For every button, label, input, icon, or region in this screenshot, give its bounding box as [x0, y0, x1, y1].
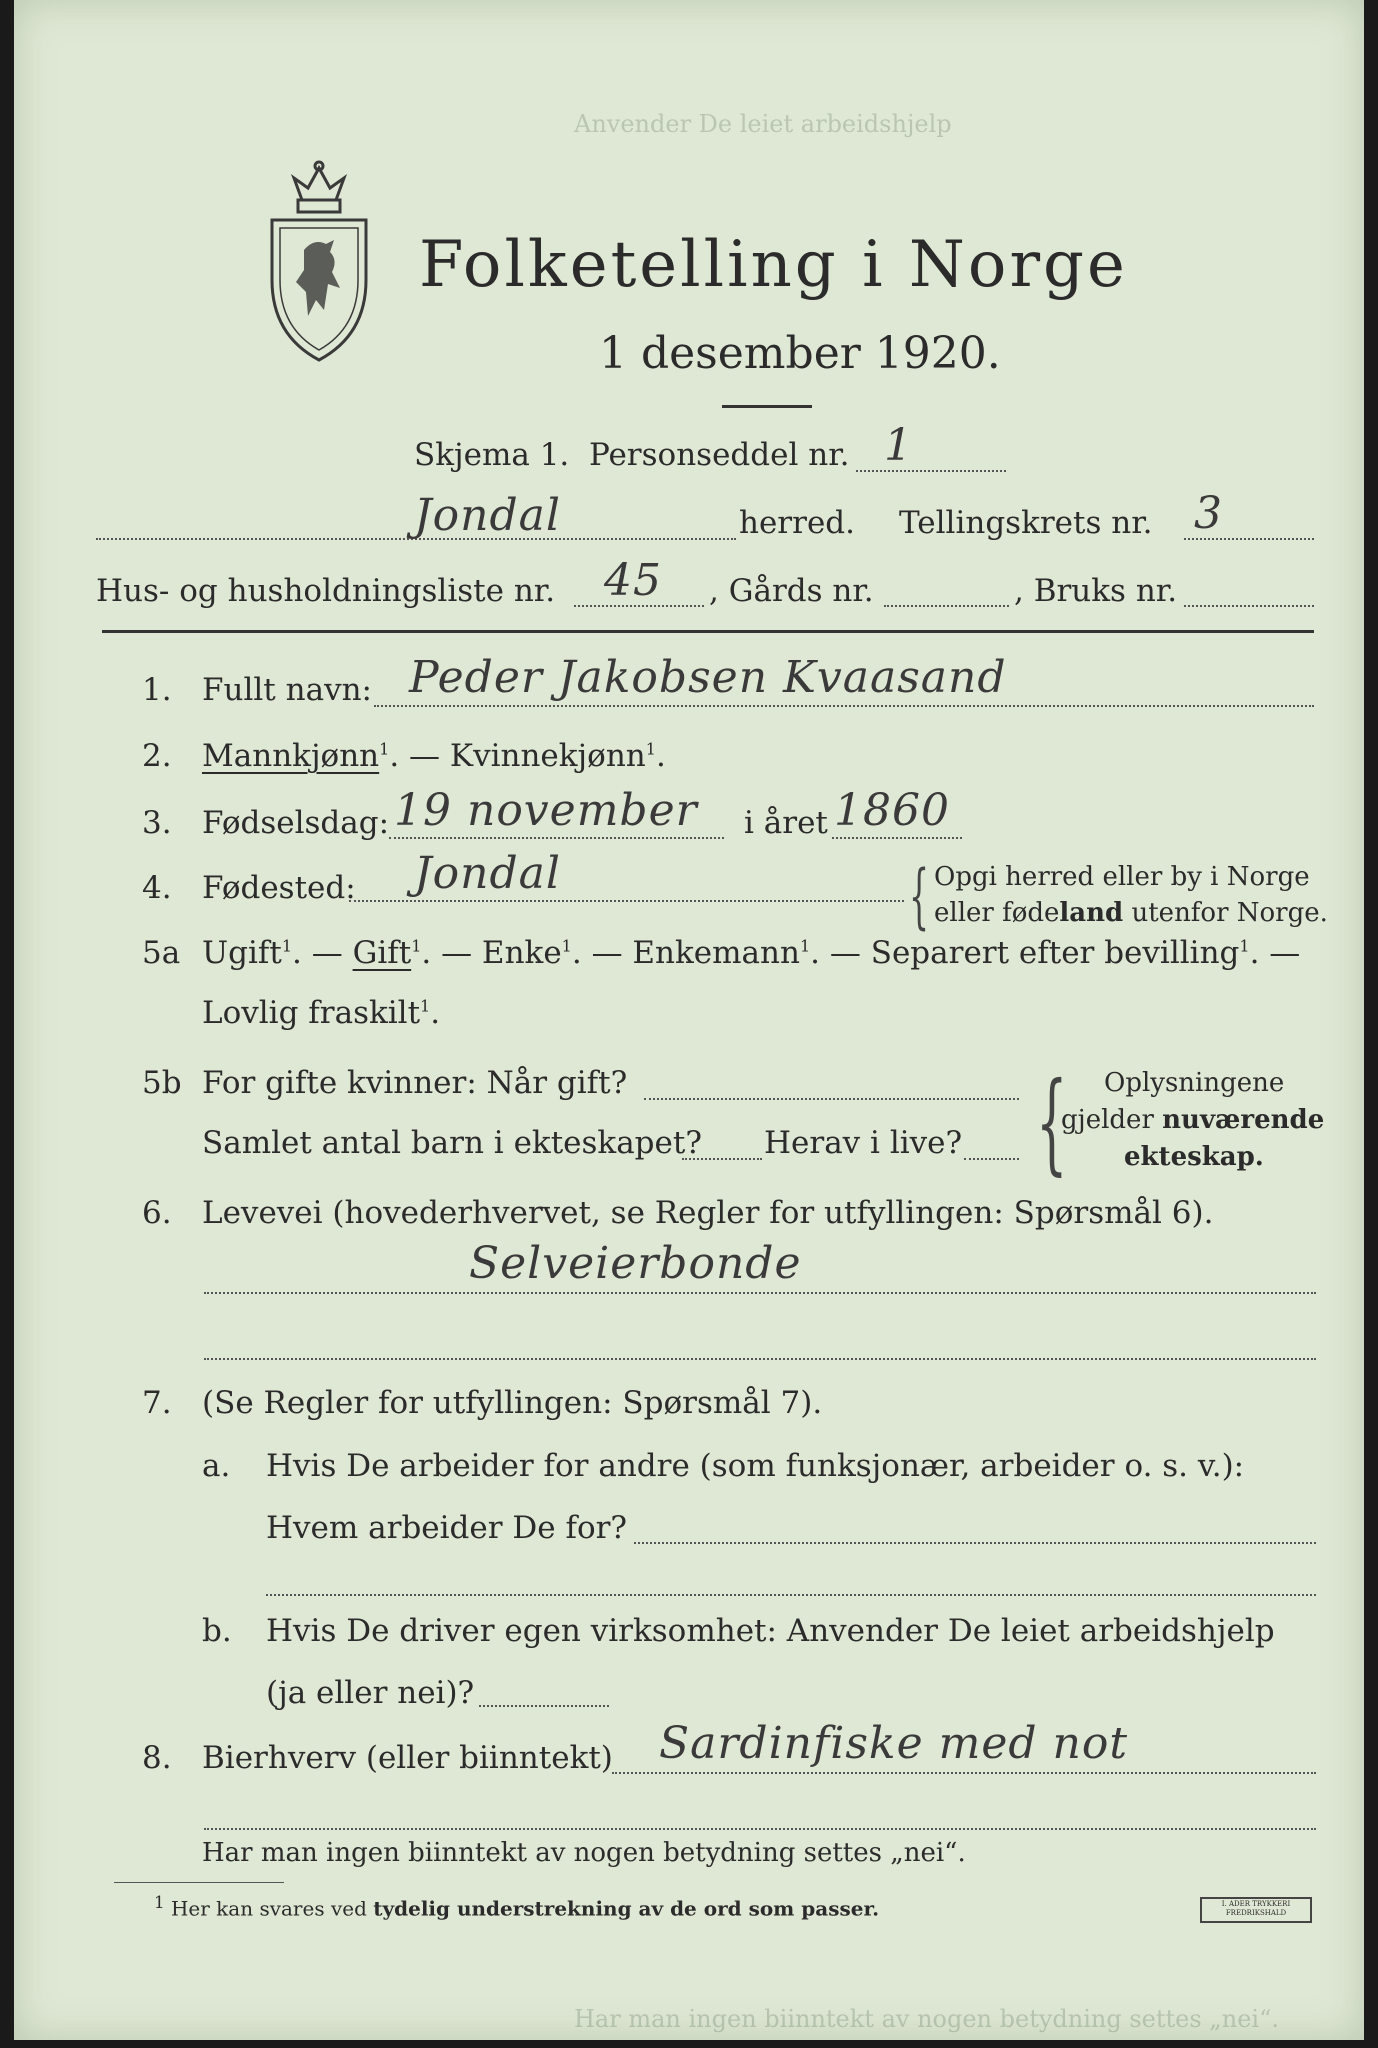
q5b-line2a: Samlet antal barn i ekteskapet? [202, 1125, 702, 1161]
q4-number: 4. [142, 870, 172, 906]
q5b-line2b: Herav i live? [764, 1125, 963, 1161]
q5b-note-2b: nuværende [1162, 1105, 1325, 1135]
form-date: 1 desember 1920. [599, 328, 1001, 379]
footer-note: Har man ingen biinntekt av nogen betydning settes „nei“. [202, 1838, 966, 1868]
q5b-line1: For gifte kvinner: Når gift? [202, 1065, 628, 1101]
q5b-line2-dots-a [682, 1158, 762, 1160]
q5a-line2 [202, 995, 440, 1031]
q5a-fraskilt: Lovlig fraskilt [202, 995, 421, 1031]
tellingskrets-value: 3 [1194, 488, 1223, 539]
census-form [14, 0, 1364, 2040]
q7a-number: a. [202, 1448, 231, 1484]
q7a-line2: Hvem arbeider De for? [266, 1510, 628, 1546]
q2-end: . [655, 738, 666, 774]
title-divider [722, 405, 812, 408]
q4-value: Jondal [414, 848, 561, 899]
skjema-label: Skjema 1. [414, 437, 570, 473]
q7a-line-2 [266, 1594, 1316, 1596]
q4-note-2c: utenfor Norge. [1123, 898, 1328, 928]
q6-value: Selveierbonde [469, 1238, 802, 1289]
herred-value: Jondal [414, 490, 561, 541]
bruks-line [1184, 605, 1314, 607]
q6-line-1 [204, 1292, 1316, 1294]
q5a-sup: 1 [420, 996, 431, 1016]
q5a-line2-end: . [430, 995, 441, 1031]
q7b-line2: (ja eller nei)? [266, 1675, 475, 1711]
q4-note-1: Opgi herred eller by i Norge [934, 862, 1310, 892]
q5b-line2-dots-b [964, 1158, 1019, 1160]
q5a-sep1: . — [292, 935, 353, 971]
q7b-line [479, 1705, 609, 1707]
q5a-options [202, 935, 1300, 971]
q5b-line1-dots [644, 1098, 1019, 1100]
q5a-enke: . — Enke [421, 935, 562, 971]
q3-year-value: 1860 [834, 785, 950, 836]
q3-number: 3. [142, 805, 172, 841]
q7b-line1: Hvis De driver egen virksomhet: Anvender De leiet arbeidshjelp [266, 1613, 1275, 1649]
husholdning-value: 45 [604, 555, 662, 606]
q1-number: 1. [142, 672, 172, 708]
q8-line-2 [204, 1828, 1316, 1830]
q7-label: (Se Regler for utfyllingen: Spørsmål 7). [202, 1385, 823, 1421]
gards-line [884, 605, 1009, 607]
q2-sep: . — Kvinnekjønn [389, 738, 646, 774]
q5a-gift: Gift [352, 935, 412, 971]
husholdning-label: Hus- og husholdningsliste nr. [96, 573, 556, 609]
q8-line-1 [612, 1772, 1316, 1774]
herred-label: herred. [739, 505, 855, 541]
footnote-rule [114, 1882, 284, 1883]
q5a-sup: 1 [799, 936, 811, 956]
q2-number: 2. [142, 738, 172, 774]
q3-line [389, 837, 724, 839]
q5a-number: 5a [142, 935, 181, 971]
footnote-text-a: Her kan svares ved [170, 1896, 374, 1921]
q5b-note-2a: gjelder [1061, 1105, 1163, 1135]
q5b-note-3: ekteskap. [1124, 1142, 1264, 1172]
q3-value: 19 november [394, 785, 698, 836]
personseddel-line [856, 470, 1006, 472]
q3-year-label: i året [744, 805, 828, 841]
q7a-line-1 [634, 1542, 1316, 1544]
q5a-separert: . — Separert efter bevilling [810, 935, 1240, 971]
form-title: Folketelling i Norge [419, 228, 1128, 302]
q5a-sup: 1 [561, 936, 572, 956]
q5a-sup: 1 [1239, 936, 1250, 956]
bleed-text: Anvender De leiet arbeidshjelp [574, 110, 952, 138]
q5b-brace: { [1036, 1058, 1068, 1186]
q2-options [202, 738, 666, 774]
q2-male: Mannkjønn [202, 738, 380, 774]
tellingskrets-label: Tellingskrets nr. [899, 505, 1153, 541]
q5a-enkemann: . — Enkemann [571, 935, 800, 971]
q4-note-2 [934, 898, 1328, 928]
q8-value: Sardinfiske med not [659, 1718, 1129, 1769]
q6-label: Levevei (hovederhvervet, se Regler for utfyllingen: Spørsmål 6). [202, 1195, 1214, 1231]
q7-number: 7. [142, 1385, 172, 1421]
q1-label: Fullt navn: [202, 672, 372, 708]
q2-sup2: 1 [645, 739, 656, 759]
q4-line [349, 900, 904, 902]
q8-label: Bierhverv (eller biinntekt) [202, 1740, 613, 1776]
q4-note-2a: eller føde [934, 898, 1060, 928]
q1-line [374, 705, 1314, 707]
q5b-note-2 [1061, 1105, 1324, 1135]
footnote-text-b: tydelig understrekning av de ord som passer. [373, 1896, 880, 1921]
q2-sup1: 1 [379, 739, 390, 759]
q4-note-2b: land [1059, 898, 1124, 928]
q3-year-line [832, 837, 962, 839]
q5b-note-1: Oplysningene [1104, 1068, 1285, 1098]
q7a-line1: Hvis De arbeider for andre (som funksjonær, arbeider o. s. v.): [266, 1448, 1245, 1484]
q5a-sup: 1 [281, 936, 293, 956]
q5a-sup: 1 [411, 936, 422, 956]
q1-value: Peder Jakobsen Kvaasand [409, 652, 1007, 703]
q5b-number: 5b [142, 1065, 182, 1101]
bruks-label: , Bruks nr. [1014, 573, 1178, 609]
footnote-number: 1 [154, 1893, 165, 1912]
q3-label: Fødselsdag: [202, 805, 390, 841]
footnote [154, 1893, 879, 1921]
q4-brace: { [909, 855, 930, 937]
q5a-end: . — [1249, 935, 1301, 971]
printer-stamp: I. ADER TRYKKERI FREDRIKSHALD [1200, 1897, 1312, 1923]
gards-label: , Gårds nr. [709, 573, 874, 609]
q8-number: 8. [142, 1740, 172, 1776]
personseddel-label: Personseddel nr. [589, 437, 850, 473]
q6-line-2 [204, 1358, 1316, 1360]
coat-of-arms-icon [264, 160, 374, 365]
q4-label: Fødested: [202, 870, 356, 906]
q5a-ugift: Ugift [202, 935, 282, 971]
personseddel-value: 1 [884, 420, 913, 471]
q6-number: 6. [142, 1195, 172, 1231]
q7b-number: b. [202, 1613, 232, 1649]
bleed-text-2: Har man ingen biinntekt av nogen betydning settes „nei“. [574, 2005, 1279, 2033]
header-rule [102, 630, 1314, 633]
